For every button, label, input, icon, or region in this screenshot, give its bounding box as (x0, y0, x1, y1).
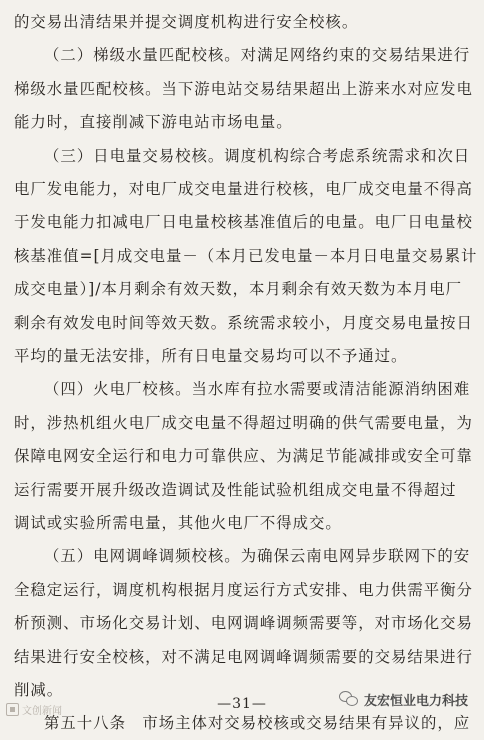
text-line (0, 106, 484, 139)
left-watermark-text: 文创新闻 (22, 706, 62, 717)
page-number: —31— (217, 696, 267, 712)
text-line (0, 240, 484, 273)
text-line (0, 440, 484, 473)
text-line (0, 373, 484, 406)
text-line-content: 第五十八条 市场主体对交易校核或交易结果有异议的，应 (44, 714, 471, 733)
text-line-content: 核基准值=[月成交电量－（本月已发电量－本月日电量交易累计 (14, 246, 478, 265)
text-line (0, 73, 484, 106)
text-line (0, 641, 484, 674)
text-line (0, 140, 484, 173)
text-line (0, 39, 484, 72)
text-line (0, 574, 484, 607)
right-watermark (339, 690, 468, 709)
wechat-icon (339, 691, 359, 708)
text-line-content: 调试或实验所需电量，其他火电厂不得成交。 (14, 514, 342, 532)
watermark-logo-icon (6, 703, 19, 716)
text-line-content: 运行需要开展升级改造调试及性能试验机组成交电量不得超过 (14, 480, 457, 499)
text-line-content: 平均的量无法安排，所有日电量交易均可以不予通过。 (14, 347, 408, 365)
left-watermark (6, 702, 62, 717)
text-line-content: （四）火电厂校核。当水库有拉水需要或清洁能源消纳困难 (44, 380, 471, 399)
right-watermark-text: 友宏恒业电力科技 (363, 694, 468, 709)
text-line-content: 成交电量）]/本月剩余有效天数，本月剩余有效天数为本月电厂 (14, 280, 463, 299)
text-line (0, 607, 484, 640)
text-line-content: 时，涉热机组火电厂成交电量不得超过明确的供气需要电量，为 (14, 413, 473, 432)
text-line (0, 407, 484, 440)
text-line-content: 能力时，直接削减下游电站市场电量。 (14, 113, 293, 132)
text-line-content: （五）电网调峰调频校核。为确保云南电网异步联网下的安 (44, 547, 471, 566)
text-line (0, 173, 484, 206)
text-line-content: 的交易出清结果并提交调度机构进行安全校核。 (14, 13, 359, 31)
text-line-content: 保障电网安全运行和电力可靠供应、为满足节能减排或安全可靠 (14, 447, 473, 466)
text-line (0, 707, 484, 740)
text-line-content: 梯级水量匹配校核。当下游电站交易结果超出上游来水对应发电 (14, 79, 473, 98)
text-line-content: （三）日电量交易校核。调度机构综合考虑系统需求和次日 (44, 146, 471, 165)
text-line (0, 273, 484, 306)
text-line-content: （二）梯级水量匹配校核。对满足网络约束的交易结果进行 (44, 46, 471, 65)
text-line-content: 结果进行安全校核，对不满足电网调峰调频需要的交易结果进行 (14, 647, 473, 666)
text-line (0, 307, 484, 340)
text-line (0, 507, 484, 540)
text-line-content: 电厂发电能力，对电厂成交电量进行校核，电厂成交电量不得高 (14, 180, 473, 198)
text-line (0, 474, 484, 507)
text-line-content: 析预测、市场化交易计划、电网调峰调频需要等，对市场化交易 (14, 614, 473, 633)
text-line-content: 剩余有效发电时间等效天数。系统需求较小，月度交易电量按日 (14, 313, 473, 332)
text-line (0, 340, 484, 373)
text-line-content: 全稳定运行，调度机构根据月度运行方式安排、电力供需平衡分 (14, 580, 473, 599)
text-line-content: 于发电能力扣减电厂日电量校核基准值后的电量。电厂日电量校 (14, 213, 473, 232)
text-line (0, 206, 484, 239)
text-line (0, 540, 484, 573)
text-line-content: 削减。 (14, 681, 64, 699)
text-line (0, 6, 484, 39)
